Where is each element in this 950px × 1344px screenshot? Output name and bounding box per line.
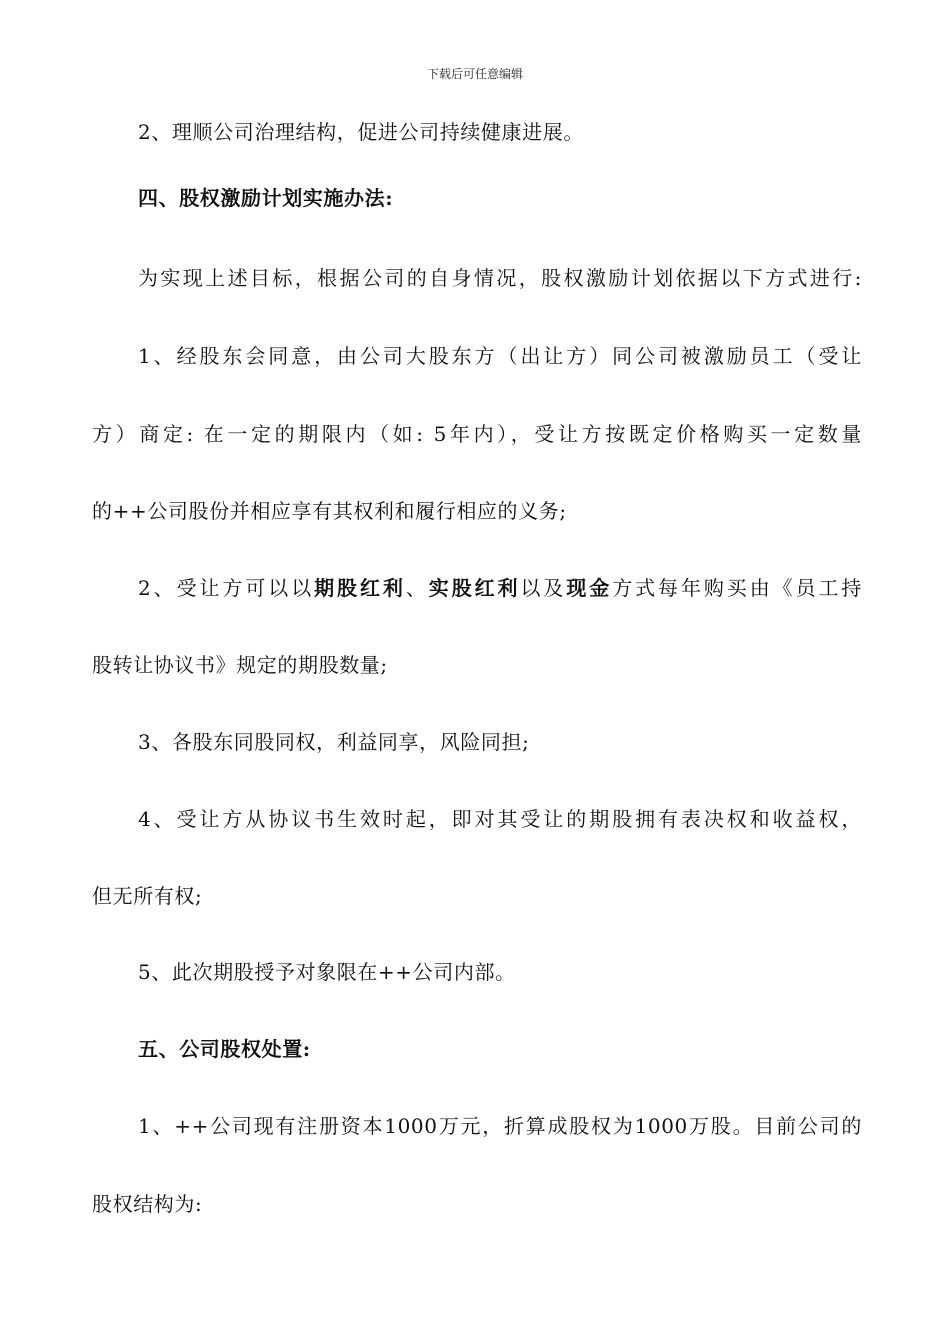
section-heading-4: 四、股权激励计划实施办法: xyxy=(138,186,394,210)
paragraph-item-1-line-1: 1、经股东会同意，由公司大股东方（出让方）同公司被激励员工（受让 xyxy=(138,344,862,368)
paragraph-governance: 2、理顺公司治理结构，促进公司持续健康进展。 xyxy=(138,120,584,144)
item-2-text-e: 方式每年购买由《员工持 xyxy=(612,576,863,600)
page-header: 下载后可任意编辑 xyxy=(426,67,523,81)
paragraph-equity-line-1: 1、++公司现有注册资本1000万元，折算成股权为1000万股。目前公司的 xyxy=(138,1114,862,1138)
paragraph-item-4-line-1: 4、受让方从协议书生效时起，即对其受让的期股拥有表决权和收益权， xyxy=(138,807,862,831)
paragraph-item-3: 3、各股东同股同权，利益同享，风险同担; xyxy=(138,730,530,754)
item-2-text-a: 2、受让方可以以 xyxy=(138,576,315,600)
paragraph-item-1-line-2: 方）商定: 在一定的期限内（如: 5年内），受让方按既定价格购买一定数量 xyxy=(92,422,862,446)
bold-term-real-dividend: 实股红利 xyxy=(428,576,521,600)
item-2-text-d: 以及 xyxy=(520,576,567,600)
paragraph-item-2-line-1 xyxy=(92,574,862,602)
paragraph-item-1-line-3: 的++公司股份并相应享有其权利和履行相应的义务; xyxy=(92,499,567,523)
bold-term-cash: 现金 xyxy=(566,576,613,600)
paragraph-item-5: 5、此次期股授予对象限在++公司内部。 xyxy=(138,960,516,984)
item-2-text-c: 、 xyxy=(405,576,429,600)
paragraph-intro: 为实现上述目标，根据公司的自身情况，股权激励计划依据以下方式进行: xyxy=(138,266,862,290)
paragraph-item-4-line-2: 但无所有权; xyxy=(92,884,203,908)
paragraph-equity-line-2: 股权结构为: xyxy=(92,1192,203,1216)
section-heading-5: 五、公司股权处置: xyxy=(138,1037,311,1061)
bold-term-option-dividend: 期股红利 xyxy=(314,576,406,600)
paragraph-item-2-line-2: 股转让协议书》规定的期股数量; xyxy=(92,653,388,677)
